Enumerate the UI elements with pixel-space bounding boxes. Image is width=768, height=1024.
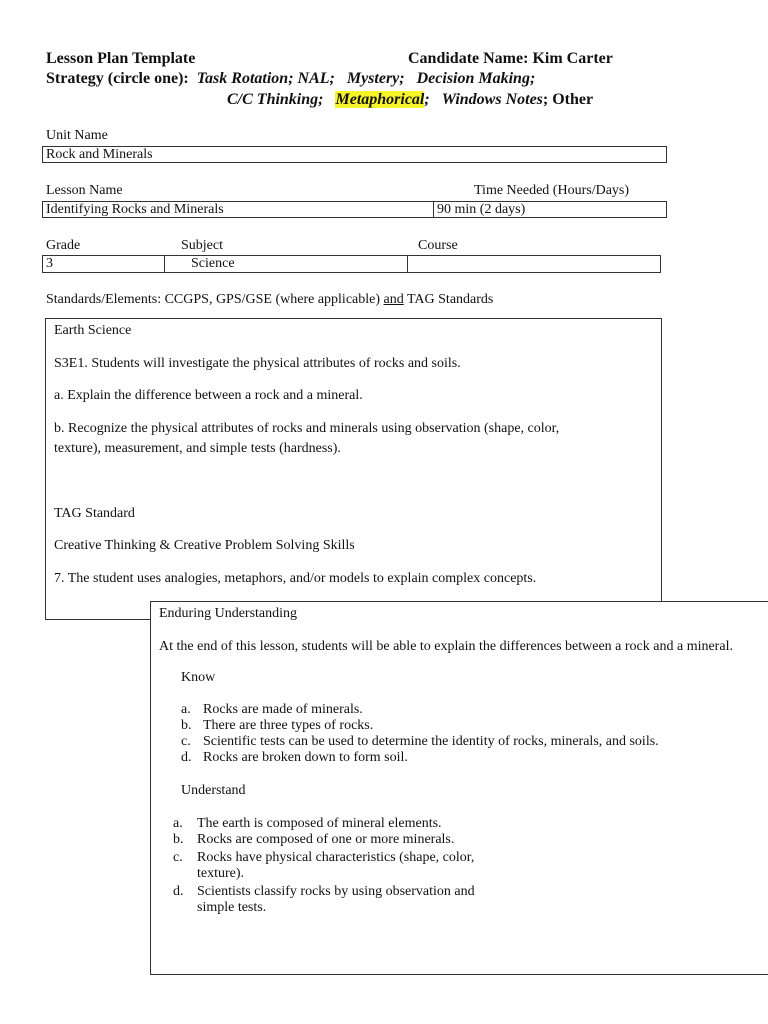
unit-name-value: Rock and Minerals <box>46 147 153 162</box>
page-title: Lesson Plan Template <box>46 50 196 67</box>
know-item <box>181 734 659 750</box>
enduring-intro: At the end of this lesson, students will be able to explain the differences between a rock and a mineral. <box>159 639 733 654</box>
lesson-name-label: Lesson Name <box>46 183 123 198</box>
understand-marker: b. <box>173 832 184 847</box>
know-text: Rocks are broken down to form soil. <box>203 750 408 765</box>
enduring-understanding-panel <box>150 601 768 975</box>
grade-label: Grade <box>46 238 81 253</box>
understand-text: The earth is composed of mineral elements. <box>197 816 442 831</box>
understand-item <box>173 884 475 900</box>
understand-text: texture). <box>197 866 245 881</box>
understand-marker: a. <box>173 816 183 831</box>
understand-text: simple tests. <box>197 900 267 915</box>
subject-value: Science <box>164 256 407 272</box>
subject-label: Subject <box>181 238 223 253</box>
tag-standard-heading: TAG Standard <box>54 506 135 521</box>
standards-s3e1: S3E1. Students will investigate the physical attributes of rocks and soils. <box>54 356 461 371</box>
time-needed-value: 90 min (2 days) <box>433 202 666 217</box>
strategy-option-metaphorical-highlighted: Metaphorical <box>335 91 425 108</box>
unit-name-field <box>42 146 667 163</box>
strategy-option-other: ; Other <box>542 91 594 108</box>
standards-earth-science: Earth Science <box>54 323 132 338</box>
standards-item-b-cont: texture), measurement, and simple tests (hardness). <box>54 441 341 456</box>
understand-item <box>173 866 244 882</box>
lesson-name-value: Identifying Rocks and Minerals <box>46 202 224 217</box>
understand-item <box>173 850 474 866</box>
grade-value: 3 <box>46 256 53 271</box>
strategy-option-mystery: Mystery; <box>346 70 405 87</box>
understand-text: Scientists classify rocks by using observation and <box>197 884 475 899</box>
standards-panel <box>45 318 662 620</box>
know-item <box>181 718 373 734</box>
strategy-line-1 <box>46 70 535 88</box>
tag-item-7: 7. The student uses analogies, metaphors, and/or models to explain complex concepts. <box>54 571 537 586</box>
strategy-line-2: C/C Thinking; Metaphorical; Windows Notes; Other <box>227 91 594 108</box>
understand-text: Rocks are composed of one or more minerals. <box>197 832 455 847</box>
course-value <box>407 256 660 272</box>
strategy-option-cc-thinking: C/C Thinking; <box>227 91 324 108</box>
know-marker: a. <box>181 702 191 717</box>
strategy-option-decision-making: Decision Making; <box>416 70 536 87</box>
strategy-option-task-rotation: Task Rotation; NAL; <box>196 70 335 87</box>
understand-text: Rocks have physical characteristics (shape, color, <box>197 850 475 865</box>
know-text: Scientific tests can be used to determine the identity of rocks, minerals, and soils. <box>203 734 659 749</box>
course-label: Course <box>418 238 458 253</box>
standards-item-a: a. Explain the difference between a rock and a mineral. <box>54 388 363 403</box>
know-marker: d. <box>181 750 192 765</box>
understand-heading: Understand <box>181 783 246 798</box>
strategy-option-windows-notes: Windows Notes <box>441 91 543 108</box>
understand-marker: d. <box>173 884 184 899</box>
know-item <box>181 702 363 718</box>
lesson-name-field <box>42 201 667 218</box>
understand-item <box>173 832 454 848</box>
know-heading: Know <box>181 670 216 685</box>
know-marker: c. <box>181 734 191 749</box>
enduring-title: Enduring Understanding <box>159 606 298 621</box>
candidate-name: Candidate Name: Kim Carter <box>408 50 613 67</box>
standards-item-b: b. Recognize the physical attributes of rocks and minerals using observation (shape, color, <box>54 421 560 436</box>
know-text: Rocks are made of minerals. <box>203 702 363 717</box>
unit-name-label: Unit Name <box>46 128 108 143</box>
standards-heading: Standards/Elements: CCGPS, GPS/GSE (where applicable) and TAG Standards <box>46 292 494 307</box>
understand-item <box>173 900 266 916</box>
strategy-label: Strategy (circle one): <box>46 70 189 87</box>
know-item <box>181 750 408 766</box>
grade-subject-course-field <box>42 255 661 273</box>
understand-item <box>173 816 442 832</box>
understand-marker: c. <box>173 850 183 865</box>
tag-creative-thinking: Creative Thinking & Creative Problem Solving Skills <box>54 538 355 553</box>
know-text: There are three types of rocks. <box>203 718 374 733</box>
know-marker: b. <box>181 718 192 733</box>
time-needed-label: Time Needed (Hours/Days) <box>474 183 630 198</box>
